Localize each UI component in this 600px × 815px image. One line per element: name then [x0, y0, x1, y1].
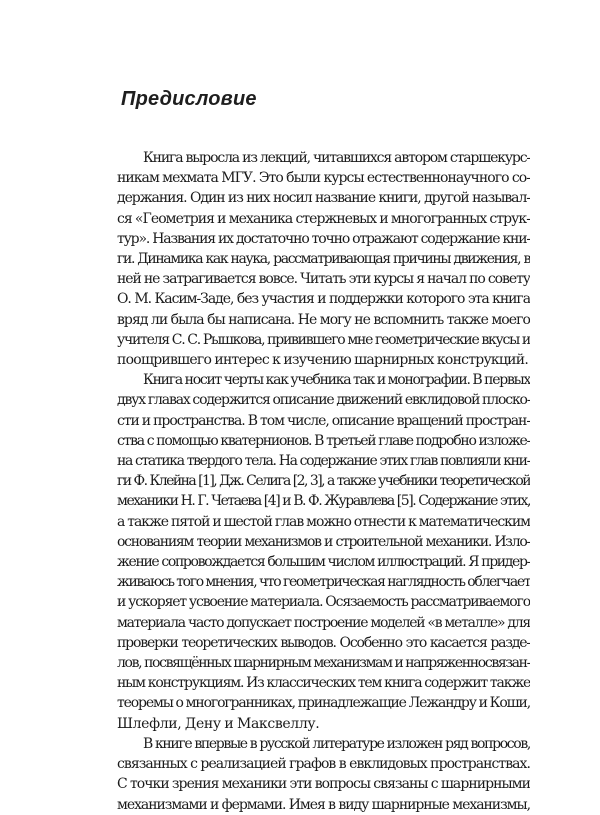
text-line: связанных с реализацией графов в евклидовых пространствах.	[117, 756, 530, 773]
text-line: ги Ф. Клейна [1], Дж. Селига [2, 3], а также учебники теоретической	[117, 473, 530, 490]
text-line: двух главах содержится описание движений евклидовой плоско-	[117, 392, 530, 409]
text-line: учителя С. С. Рышкова, привившего мне геометрические вкусы и	[117, 331, 530, 348]
text-line: а также пятой и шестой глав можно отнести к математическим	[117, 513, 530, 530]
text-line: механики Н. Г. Четаева [4] и В. Ф. Журавлева [5]. Содержание этих,	[117, 493, 530, 510]
text-line: на статика твердого тела. На содержание этих глав повлияли кни-	[117, 453, 530, 470]
text-line: теоремы о многогранниках, принадлежащие Лежандру и Коши,	[117, 695, 530, 712]
text-line: ги. Динамика как наука, рассматривающая причины движения, в	[117, 251, 530, 268]
paragraph-3	[91, 734, 530, 815]
text-line: поощрившего интерес к изучению шарнирных конструкций.	[117, 352, 529, 369]
body-text	[91, 148, 530, 815]
text-line: С точки зрения механики эти вопросы связаны с шарнирными	[117, 776, 530, 793]
text-line: основаниям теории механизмов и строительной механики. Изло-	[117, 533, 530, 550]
text-line: ся «Геометрия и механика стержневых и многогранных струк-	[117, 210, 530, 227]
chapter-heading: Предисловие	[121, 88, 257, 110]
text-line: О. М. Касим-Заде, без участия и поддержки которого эта книга	[117, 291, 530, 308]
text-line: ней не затрагивается вовсе. Читать эти курсы я начал по совету	[117, 271, 530, 288]
text-line: Шлефли, Дену и Максвеллу.	[117, 715, 320, 732]
text-line: проверки теоретических выводов. Особенно это касается разде-	[117, 634, 530, 651]
text-line: ства с помощью кватернионов. В третьей главе подробно изложе-	[117, 432, 530, 449]
text-line: держания. Один из них носил название книги, другой называл-	[117, 190, 530, 207]
text-line: механизмами и фермами. Имея в виду шарнирные механизмы,	[117, 796, 530, 813]
text-line: никам мехмата МГУ. Это были курсы естественнонаучного со-	[117, 170, 530, 187]
text-line: и ускоряет усвоение материала. Осязаемость рассматриваемого	[117, 594, 530, 611]
text-line: жение сопровождается большим числом иллюстраций. Я придер-	[117, 554, 530, 571]
text-line: Книга выросла из лекций, читавшихся автором старшекурс-	[143, 150, 530, 166]
text-line: сти и пространства. В том числе, описание вращений простран-	[117, 412, 530, 429]
paragraph-2	[91, 370, 530, 734]
text-line: материала часто допускает построение моделей «в металле» для	[117, 614, 530, 631]
paragraph-1	[91, 148, 530, 370]
text-line: живаюсь того мнения, что геометрическая наглядность облегчает	[117, 574, 530, 591]
text-line: ным конструкциям. Из классических тем книга содержит также	[117, 675, 530, 692]
text-line: Книга носит черты как учебника так и монографии. В первых	[143, 372, 530, 389]
text-line: вряд ли была бы написана. Не могу не вспомнить также моего	[117, 311, 530, 328]
text-line: лов, посвящённых шарнирным механизмам и напряженносвязан-	[117, 655, 530, 672]
text-line: тур». Названия их достаточно точно отражают содержание кни-	[117, 230, 530, 247]
text-line: В книге впервые в русской литературе изложен ряд вопросов,	[143, 735, 530, 752]
